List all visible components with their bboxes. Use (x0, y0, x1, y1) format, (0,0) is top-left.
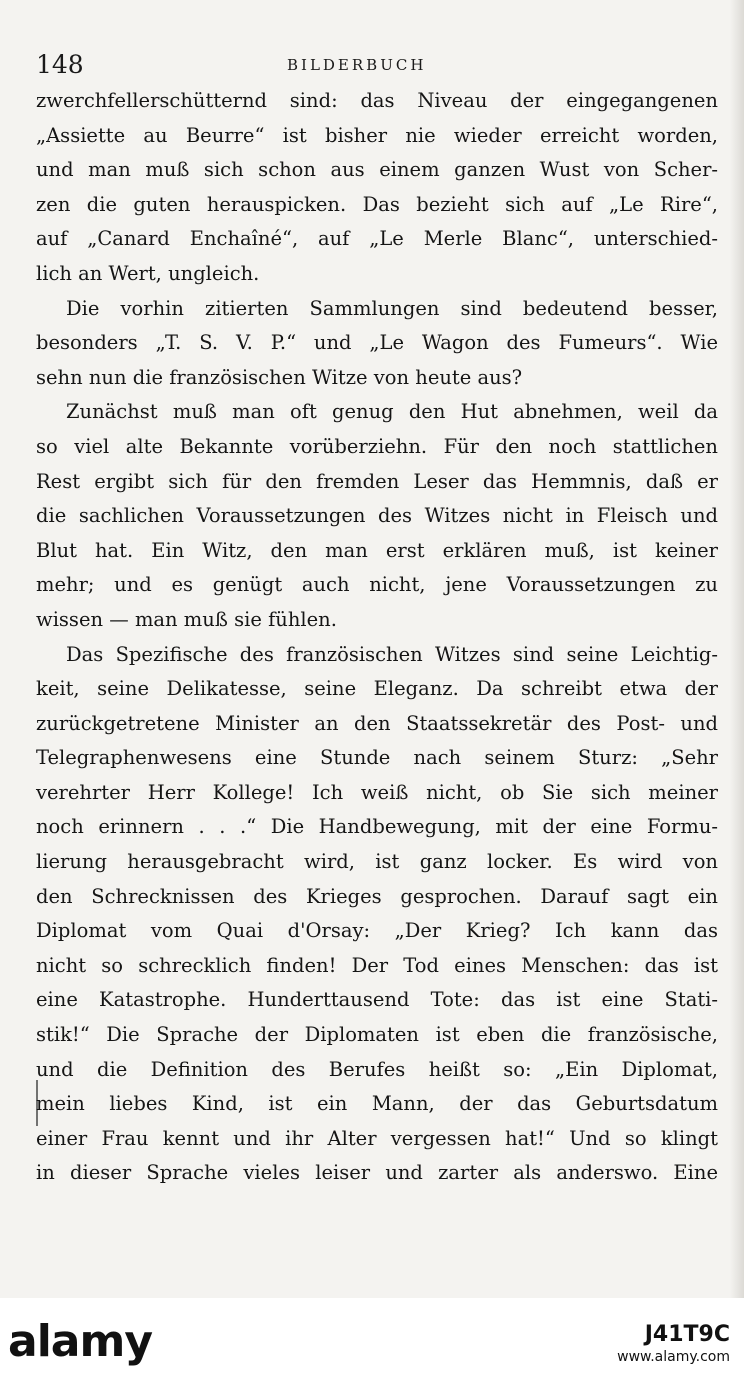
text-line: lierung herausgebracht wird, ist ganz locker. Es wird von (36, 850, 718, 874)
text-line: so viel alte Bekannte vorüberziehn. Für den noch stattlichen (36, 434, 718, 458)
text-line: wissen — man muß sie fühlen. (36, 607, 337, 631)
text-line: zen die guten herauspicken. Das bezieht sich auf „Le Rire“, (36, 192, 718, 216)
text-line: sehn nun die französischen Witze von heute aus? (36, 365, 523, 389)
text-line: Telegraphenwesens eine Stunde nach seinem Sturz: „Sehr (36, 746, 718, 770)
text-line: auf „Canard Enchaîné“, auf „Le Merle Blanc“, unterschied- (36, 227, 718, 251)
text-line: verehrter Herr Kollege! Ich weiß nicht, ob Sie sich meiner (36, 780, 718, 804)
text-line: „Assiette au Beurre“ ist bisher nie wieder erreicht worden, (36, 123, 718, 147)
text-line: Diplomat vom Quai d'Orsay: „Der Krieg? Ich kann das (36, 919, 718, 943)
text-line: eine Katastrophe. Hunderttausend Tote: das ist eine Stati- (36, 988, 718, 1012)
text-line: besonders „T. S. V. P.“ und „Le Wagon des Fumeurs“. Wie (36, 331, 718, 355)
watermark-footer (0, 1298, 744, 1390)
text-line: zwerchfellerschütternd sind: das Niveau der eingegangenen (36, 89, 718, 112)
text-line: Blut hat. Ein Witz, den man erst erklären muß, ist keiner (36, 538, 718, 562)
text-line: und man muß sich schon aus einem ganzen Wust von Scher- (36, 158, 718, 182)
page-edge-shadow (730, 0, 744, 1298)
text-line: stik!“ Die Sprache der Diplomaten ist eben die französische, (36, 1023, 718, 1047)
text-line: mehr; und es genügt auch nicht, jene Voraussetzungen zu (36, 573, 718, 597)
text-line: nicht so schrecklich finden! Der Tod eines Menschen: das ist (36, 953, 718, 977)
text-line: mein liebes Kind, ist ein Mann, der das Geburtsdatum (36, 1092, 718, 1116)
text-line: Das Spezifische des französischen Witzes sind seine Leichtig- (66, 642, 718, 666)
text-line: die sachlichen Voraussetzungen des Witzes nicht in Fleisch und (36, 504, 718, 528)
text-line: Die vorhin zitierten Sammlungen sind bedeutend besser, (66, 296, 718, 320)
alamy-logo: alamy (8, 1316, 152, 1367)
text-line: zurückgetretene Minister an den Staatssekretär des Post- und (36, 711, 718, 735)
watermark-url: www.alamy.com (617, 1349, 730, 1365)
image-id: J41T9C (644, 1322, 730, 1347)
text-line: einer Frau kennt und ihr Alter vergessen hat!“ Und so klingt (36, 1126, 718, 1150)
text-line: Rest ergibt sich für den fremden Leser das Hemmnis, daß er (36, 469, 718, 493)
watermark-info (617, 1322, 730, 1365)
text-line: Zunächst muß man oft genug den Hut abnehmen, weil da (66, 400, 718, 424)
text-line: keit, seine Delikatesse, seine Eleganz. Da schreibt etwa der (36, 677, 718, 701)
running-head: BILDERBUCH (287, 56, 427, 74)
text-line: den Schrecknissen des Krieges gesprochen. Darauf sagt ein (36, 884, 718, 908)
text-line: lich an Wert, ungleich. (36, 261, 260, 285)
body-text (36, 84, 718, 1191)
page-number: 148 (36, 50, 84, 79)
page-header (0, 50, 744, 80)
text-line: in dieser Sprache vieles leiser und zarter als anderswo. Eine (36, 1161, 718, 1185)
text-line: und die Definition des Berufes heißt so: „Ein Diplomat, (36, 1057, 718, 1081)
text-line: noch erinnern . . .“ Die Handbewegung, mit der eine Formu- (36, 815, 718, 839)
